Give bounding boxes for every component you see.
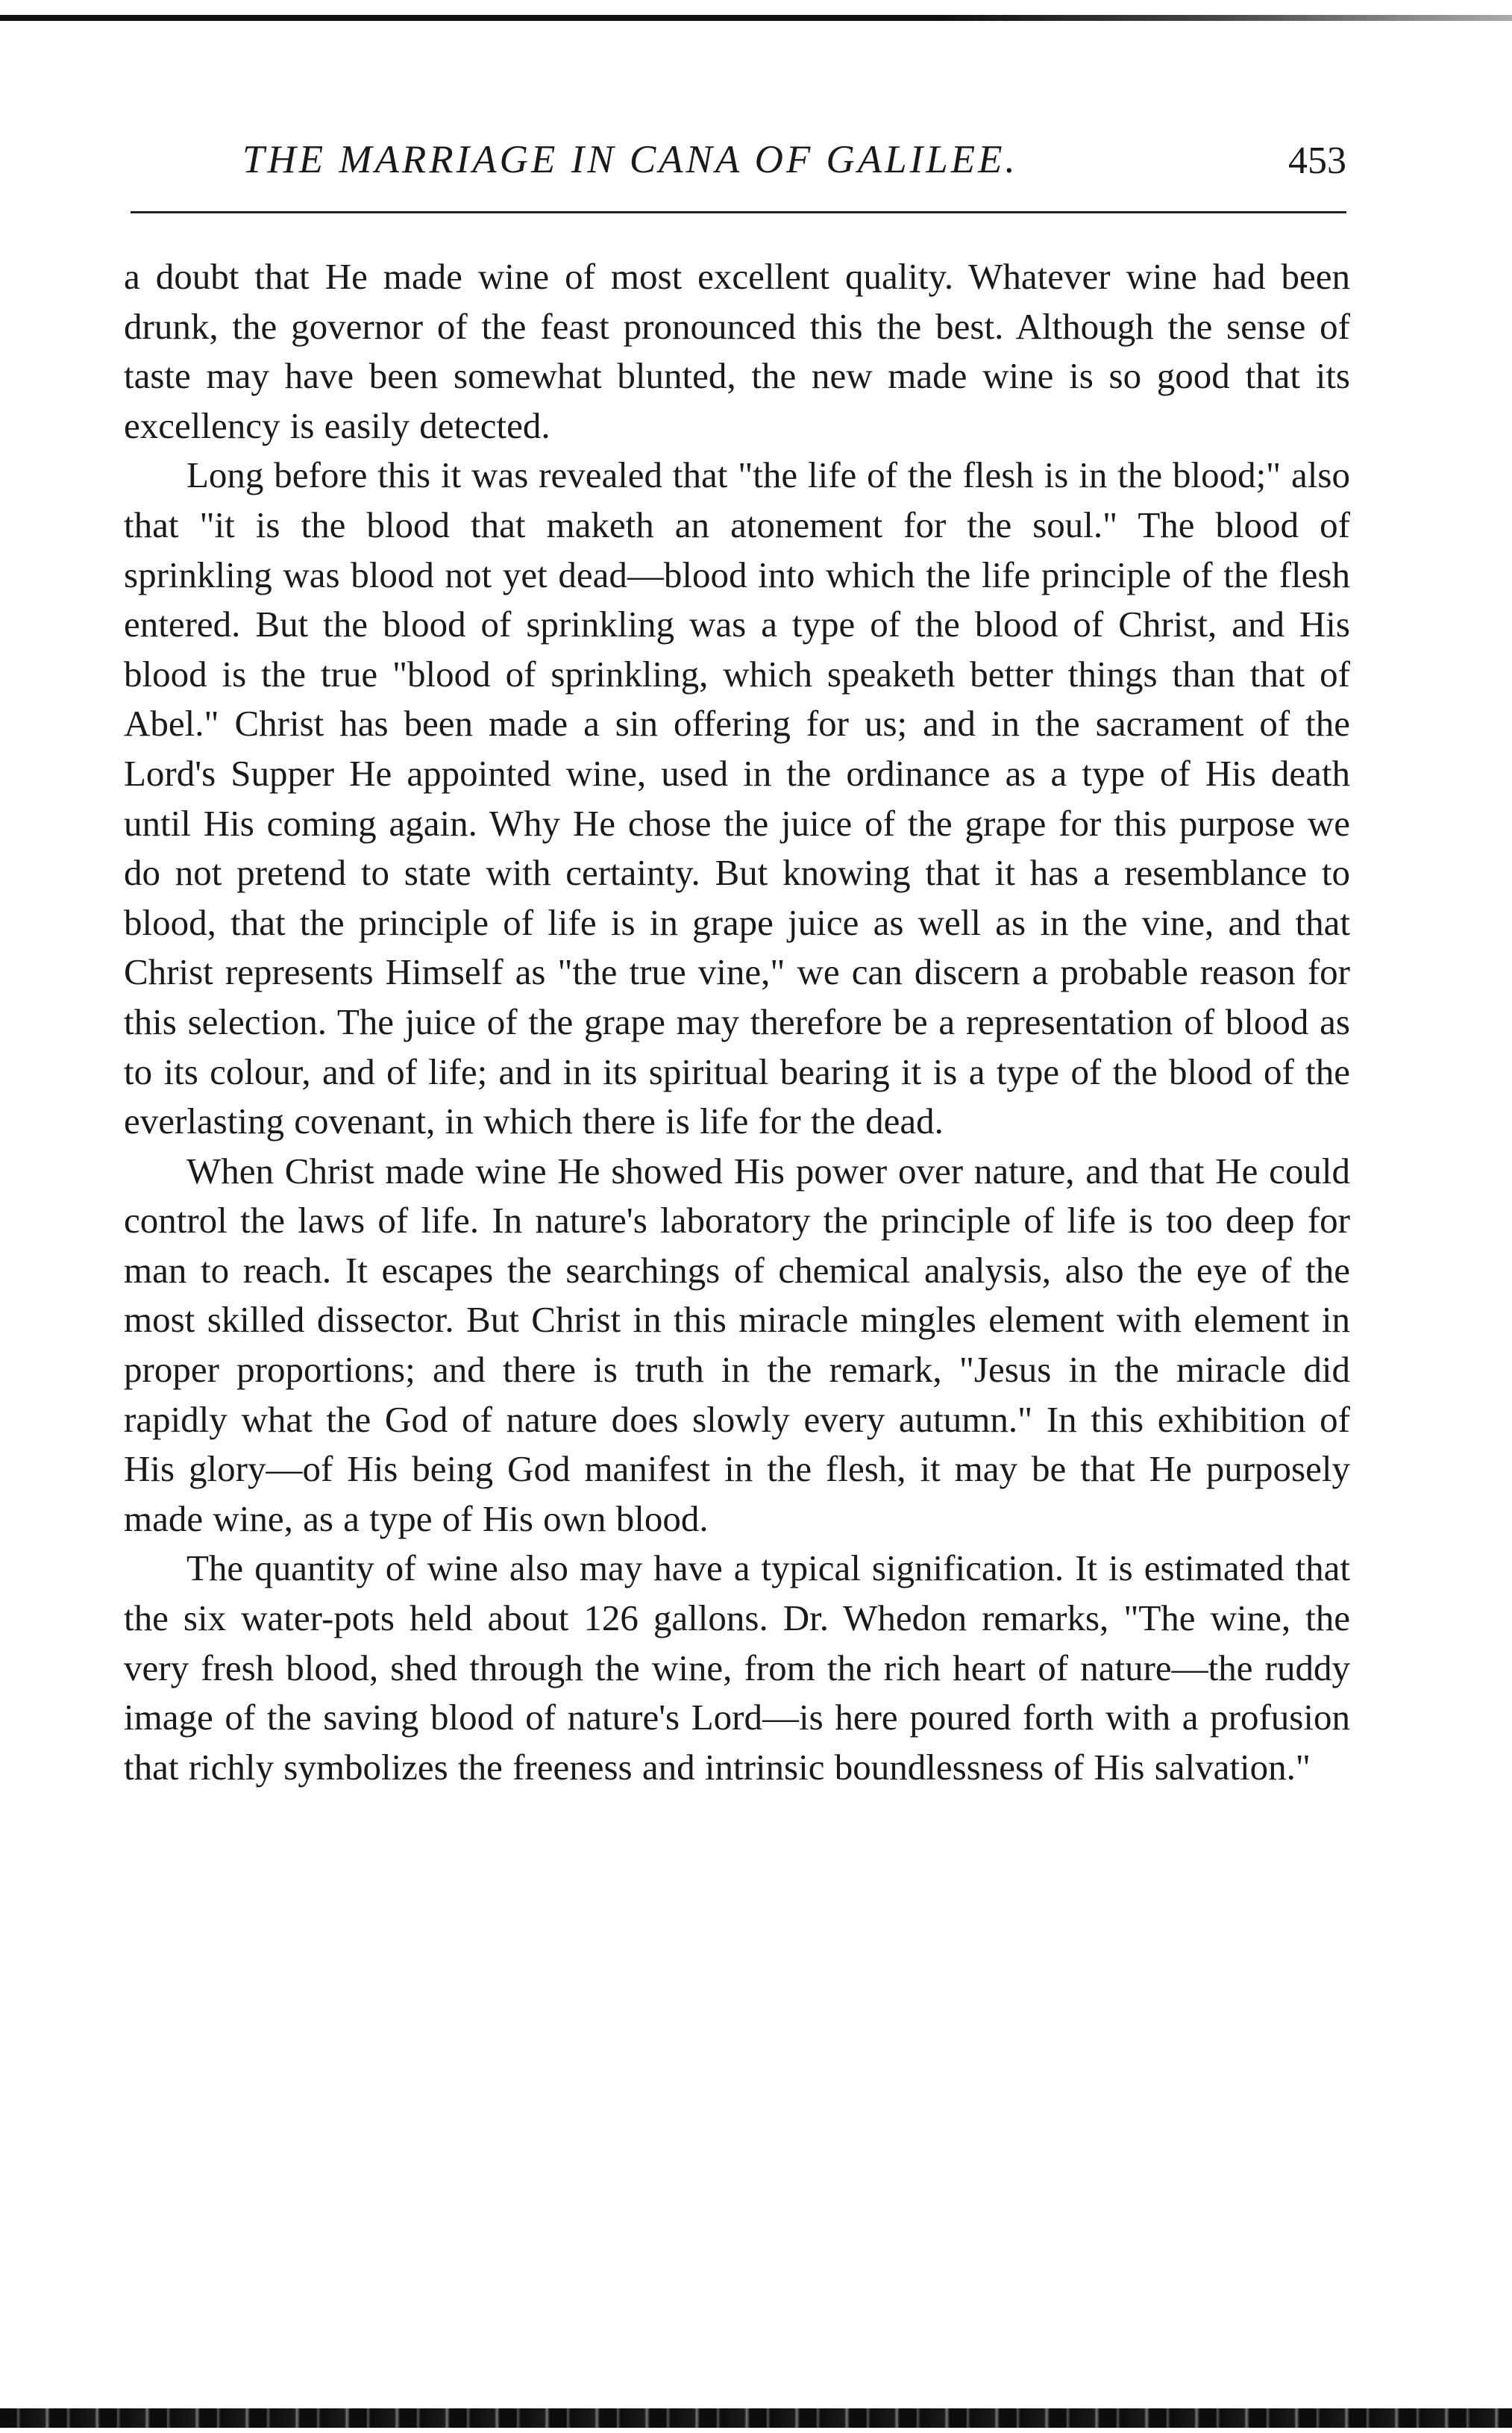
running-title: THE MARRIAGE IN CANA OF GALILEE.: [242, 138, 1018, 181]
paragraph-4: The quantity of wine also may have a typical signification. It is estimated that the six water-pots held about 126 gallons. Dr. Whedon remarks, "The wine, the very fresh blood, shed through the wine, from the rich heart of nature—the ruddy image of the saving blood of nature's Lord—is here poured forth with a profusion that richly symbolizes the freeness and intrinsic boundlessness of His salvation.": [124, 1547, 1350, 1788]
body-text: [124, 252, 1350, 1792]
paragraph-2: Long before this it was revealed that "the life of the flesh is in the blood;" also that "it is the blood that maketh an atonement for the soul." The blood of sprinkling was blood not yet dead—blood into which the life principle of the flesh entered. But the blood of sprinkling was a type of the blood of Christ, and His blood is the true "blood of sprinkling, which speaketh better things than that of Abel." Christ has been made a sin offering for us; and in the sacrament of the Lord's Supper He appointed wine, used in the ordinance as a type of His death until His coming again. Why He chose the juice of the grape for this purpose we do not pretend to state with certainty. But knowing that it has a resemblance to blood, that the principle of life is in grape juice as well as in the vine, and that Christ represents Himself as "the true vine," we can discern a probable reason for this selection. The juice of the grape may therefore be a representation of blood as to its colour, and of life; and in its spiritual bearing it is a type of the blood of the everlasting covenant, in which there is life for the dead.: [124, 454, 1350, 1142]
top-border-rule: [0, 15, 1512, 21]
paragraph-3: When Christ made wine He showed His power over nature, and that He could control the laws of life. In nature's laboratory the principle of life is too deep for man to reach. It escapes the searchings of chemical analysis, also the eye of the most skilled dissector. But Christ in this miracle mingles element with element in proper proportions; and there is truth in the remark, "Jesus in the miracle did rapidly what the God of nature does slowly every autumn." In this exhibition of His glory—of His being God manifest in the flesh, it may be that He purposely made wine, as a type of His own blood.: [124, 1150, 1350, 1539]
paragraph-1: a doubt that He made wine of most excellent quality. Whatever wine had been drunk, the governor of the feast pronounced this the best. Although the sense of taste may have been somewhat blunted, the new made wine is so good that its excellency is easily detected.: [124, 256, 1350, 446]
page-number: 453: [1288, 140, 1346, 182]
running-header: [131, 133, 1346, 192]
header-rule: [131, 211, 1346, 213]
bottom-border-rule: [0, 2408, 1512, 2428]
